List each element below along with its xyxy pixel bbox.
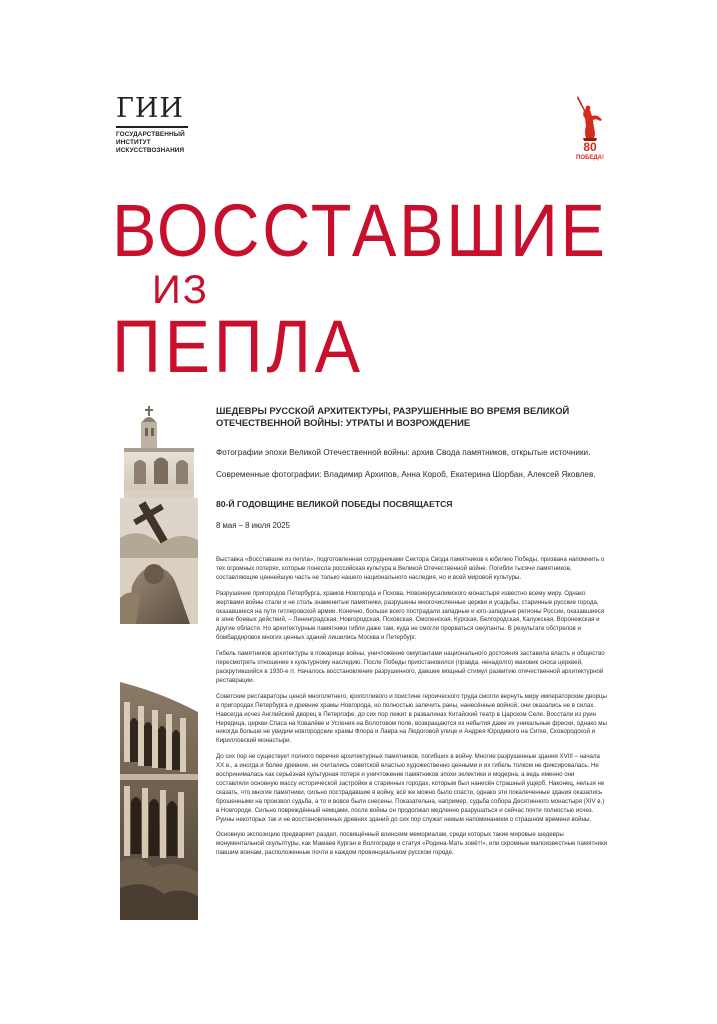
badge-number: 80	[583, 140, 597, 154]
logo-name-line-2: ИНСТИТУТ	[116, 139, 151, 146]
paragraph: Основную экспозицию предваряет раздел, посвящённый воинским мемориалам, среди которых такие мировые шедевры монументальной скульптуры, как Мамаев Курган в Волгограде и статуя «Родина-Мать зовёт!», или скромные малоизвестные памятники павшим воинам, расположенные почти в каждом провинциальном русском городе.	[216, 831, 608, 857]
motherland-calls-statue-icon	[572, 94, 608, 162]
title-line-2: ИЗ	[152, 268, 209, 312]
badge-word: ПОБЕДА!	[576, 155, 604, 161]
title-line-1: ВОССТАВШИЕ	[112, 189, 608, 272]
photo-ruined-palace	[120, 682, 198, 920]
victory-80-badge	[572, 94, 608, 162]
logo-abbreviation: ГИИ	[116, 93, 184, 124]
logo-name-line-3: ИСКУССТВОЗНАНИЯ	[116, 147, 185, 154]
title-line-3: ПЕПЛА	[112, 305, 364, 388]
paragraph: Советские реставраторы ценой многолетнего, кропотливого и поистине героического труда смогли вернуть миру императорские дворцы в пригородах Петербурга и древние храмы Новгорода, но полностью залечить раны, нанесённые войной, они оказались не в силах. Навсегда исчез Английский дворец в Петергофе, до сих пор лежит в развалинах Китайский театр в Царском Селе. Восстали из руин Нередица, церкви Спаса на Ковалёве и Успения на Волотовом поле, возвращаются из небытия даже их уникальные фрески, однако мы никогда больше не увидим новгородские храмы Флора и Лавра на Людоговой улице и Андрея Юродивого на Ситке, Сковородской и Кирилловский монастыри.	[216, 692, 607, 745]
exhibition-text	[216, 405, 608, 865]
logo-divider	[116, 126, 188, 128]
ruined-palace-photo	[120, 682, 198, 920]
exhibition-subtitle: ШЕДЕВРЫ РУССКОЙ АРХИТЕКТУРЫ, РАЗРУШЕННЫЕ ВО ВРЕМЯ ВЕЛИКОЙ ОТЕЧЕСТВЕННОЙ ВОЙНЫ: УТРАТЫ И ВОЗРОЖДЕНИЕ	[216, 405, 570, 428]
modern-photo-credit: Современные фотографии: Владимир Архипов, Анна Короб, Екатерина Шорбан, Алексей Яковлев.	[216, 470, 596, 479]
dedication-line: 80-Й ГОДОВЩИНЕ ВЕЛИКОЙ ПОБЕДЫ ПОСВЯЩАЕТСЯ	[216, 499, 453, 509]
institute-logo	[116, 94, 206, 155]
exhibition-dates: 8 мая – 8 июля 2025	[216, 521, 290, 530]
paragraph: Гибель памятников архитектуры в пожарище войны, уничтожение оккупантами национального достояния заставила власть и общество пересмотреть отношение к культурному наследию. После Победы приостановился (правда, ненадолго) маховик сноса церквей, раскрутившийся в 1930-е гг. Началось восстановление разрушенного, давшее мощный стимул развитию отечественной архитектурной реставрации.	[216, 650, 605, 684]
photo-collage-church-monument	[120, 398, 198, 624]
paragraph: До сих пор не существует полного перечня архитектурных памятников, погибших в войну. Многие разрушенные здания XVIII – начала XX в., а иногда и более древние, не считались советской властью художественно ценными и их гибель толком не фиксировалась. Не воспринималась как серьёзная культурная потеря и уничтожение памятников эпохи эклектики и модерна, а ведь именно они составляли основную массу исторической застройки в старинных городах, которым был нанесён страшный ущерб. Наконец, нельзя не сказать, что многие памятники, сильно пострадавшие в войну, всё же можно было спасти, однако эти покалеченные здания оказались брошенными на произвол судьба, а то и вовсе были снесены. Показательна, например, судьба собора Десятинного монастыря (XIV в.) в Новгороде. Сильно повреждённый немцами, после войны он продолжал медленно разрушаться и сейчас почти полностью исчез. Руины некоторых так и не восстановленных древних зданий до сих пор служат немым напоминанием о страшном времени войны.	[216, 753, 605, 823]
ruined-church-photo	[120, 398, 198, 624]
archive-photo-credit: Фотографии эпохи Великой Отечественной войны: архив Свода памятников, открытые источники.	[216, 448, 591, 457]
logo-name-line-1: ГОСУДАРСТВЕННЫЙ	[116, 131, 185, 138]
paragraph: Выставка «Восставшие из пепла», подготовленная сотрудниками Сектора Свода памятников к юбилею Победы, призвана напомнить о тех огромных потерях, которые понесла российская культура в Великой Отечественной войне. Погибли тысячи памятников, составляющие ценнейшую часть не только нашего национального наследия, но и всей мировой культуры.	[216, 556, 605, 581]
paragraph: Разрушение пригородов Петербурга, храмов Новгорода и Пскова, Новоиерусалимского монастыря известно всему миру. Однако жертвами войны стали и не столь знаменитые памятники, разрушены многочисленные церкви и усадьбы, старинные русские города, оказавшиеся на пути гитлеровской армии. Конечно, больше всего пострадали западные и юго-западные регионы России, оказавшиеся в зоне боевых действий, – Ленинградская, Новгородская, Псковская, Смоленская, Курская, Белгородская, Калужская, Воронежская и другие области. Но архитектурные памятники гибли даже там, куда не смогли прорваться оккупанты. В результате обстрелов и бомбардировок многих ценных зданий лишились Москва и Петербург.	[216, 589, 605, 642]
